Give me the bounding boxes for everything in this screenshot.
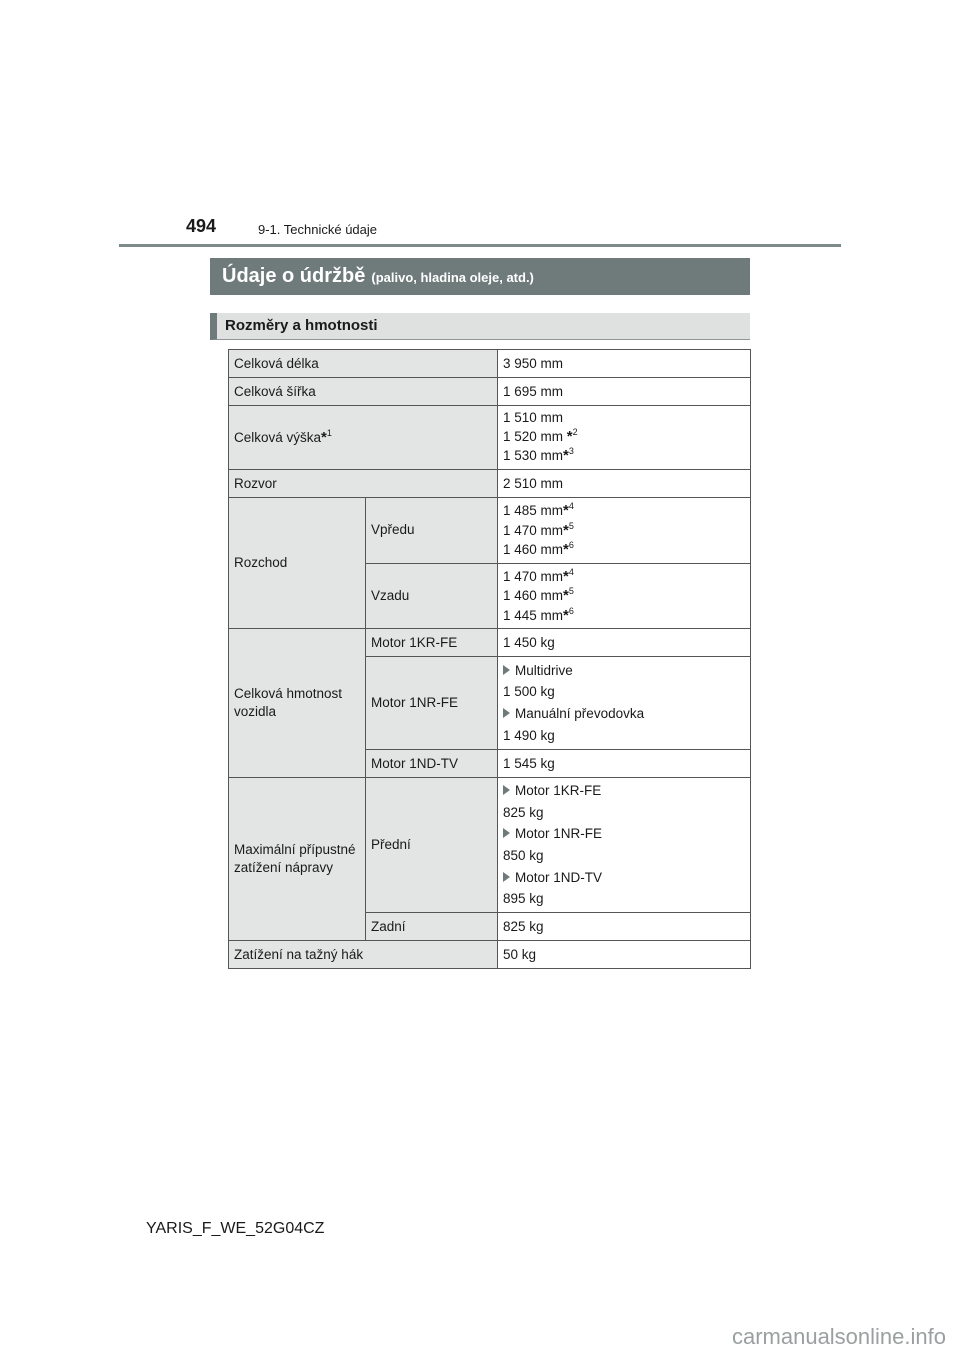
section-title-sub: (palivo, hladina oleje, atd.) <box>371 270 534 285</box>
option-value: 850 kg <box>503 848 544 863</box>
section-title-bar <box>210 258 750 295</box>
option-value: 895 kg <box>503 891 544 907</box>
header-divider <box>119 244 841 247</box>
value-line: 1 530 mm*$^3$ <box>503 446 574 465</box>
value-line: 1 460 mm*$^5$ <box>503 586 574 604</box>
table-row <box>229 350 751 378</box>
row-label: Celková šířka <box>229 378 498 406</box>
row-value: 2 510 mm <box>498 470 751 498</box>
option-heading: Motor 1ND-TV <box>503 869 745 887</box>
row-value <box>498 406 751 470</box>
value-line: 1 470 mm*$^4$ <box>503 566 574 585</box>
table-row <box>229 406 751 470</box>
table-row <box>229 778 751 913</box>
triangle-bullet-icon <box>503 872 510 882</box>
option-heading: Multidrive <box>503 662 745 680</box>
row-sublabel: Motor 1NR-FE <box>366 657 498 750</box>
option-heading: Motor 1KR-FE <box>503 782 745 800</box>
row-label: Maximální přípustné zatížení nápravy <box>229 778 366 941</box>
table-row <box>229 498 751 564</box>
row-value <box>498 563 751 629</box>
table-row <box>229 470 751 498</box>
option-value: 1 500 kg <box>503 684 555 700</box>
option-heading: Motor 1NR-FE <box>503 825 745 843</box>
row-label: Celková hmotnost vozidla <box>229 629 366 778</box>
value-line: 1 470 mm*$^5$ <box>503 520 574 539</box>
triangle-bullet-icon <box>503 828 510 838</box>
footnote-asterisk: * <box>321 428 327 446</box>
option-heading: Manuální převodovka <box>503 705 745 723</box>
value-line: 1 485 mm*$^4$ <box>503 501 574 519</box>
value-line: 1 445 mm*$^6$ <box>503 605 574 624</box>
option-value: 1 490 kg <box>503 727 555 743</box>
triangle-bullet-icon <box>503 708 510 718</box>
row-value: 1 545 kg <box>498 750 751 778</box>
table-row <box>229 378 751 406</box>
row-label: Rozvor <box>229 470 498 498</box>
section-title: Údaje o údržbě <box>222 265 366 287</box>
value-line: 1 520 mm *$^2$ <box>503 426 578 445</box>
footnote-asterisk: * <box>566 427 573 445</box>
row-sublabel: Přední <box>366 778 498 913</box>
option-value: 825 kg <box>503 804 544 820</box>
row-value <box>498 778 751 913</box>
subsection-title: Rozměry a hmotnosti <box>210 313 750 340</box>
row-value <box>498 498 751 564</box>
row-sublabel: Zadní <box>366 913 498 941</box>
value-line: 1 460 mm*$^6$ <box>503 540 574 558</box>
footnote-ref: 1 <box>326 427 332 438</box>
page-number: 494 <box>186 216 217 236</box>
value-line: 1 510 mm <box>503 410 564 426</box>
row-value: 825 kg <box>498 913 751 941</box>
row-label: Rozchod <box>229 498 366 629</box>
table-row <box>229 629 751 657</box>
triangle-bullet-icon <box>503 665 510 675</box>
triangle-bullet-icon <box>503 785 510 795</box>
row-sublabel: Motor 1KR-FE <box>366 629 498 657</box>
row-label: Zatížení na tažný hák <box>229 941 498 969</box>
height-label: Celková výška <box>234 429 322 445</box>
row-sublabel: Vzadu <box>366 563 498 629</box>
row-value: 3 950 mm <box>498 350 751 378</box>
row-value: 50 kg <box>498 941 751 969</box>
row-value: 1 695 mm <box>498 378 751 406</box>
section-reference: 9-1. Technické údaje <box>258 222 378 237</box>
table-row <box>229 941 751 969</box>
watermark: carmanualsonline.info <box>731 1324 946 1349</box>
dimensions-weights-table <box>228 349 751 969</box>
row-label: Celková délka <box>229 350 498 378</box>
row-sublabel: Vpředu <box>366 498 498 564</box>
row-sublabel: Motor 1ND-TV <box>366 750 498 778</box>
footnote-asterisk: * <box>563 447 569 465</box>
row-label <box>229 406 498 470</box>
document-code: YARIS_F_WE_52G04CZ <box>146 1220 325 1237</box>
row-value <box>498 657 751 750</box>
row-value: 1 450 kg <box>498 629 751 657</box>
